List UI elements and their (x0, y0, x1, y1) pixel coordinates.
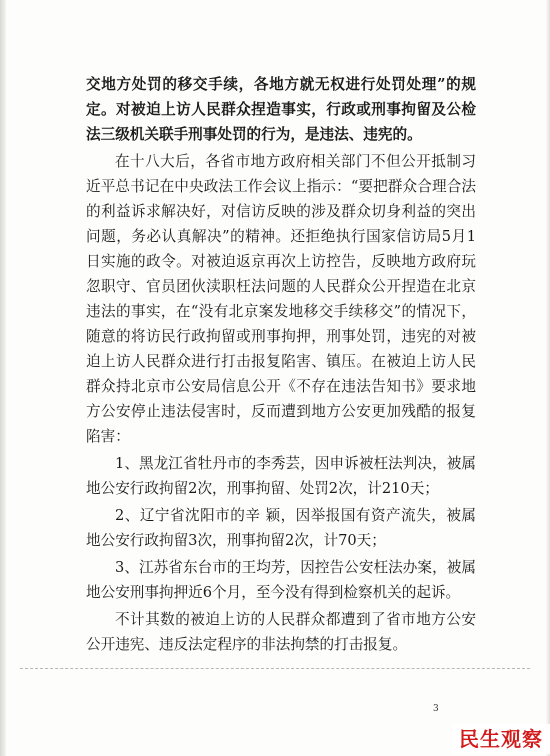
paragraph-6: 不计其数的被迫上访的人民群众都遭到了省市地方公安公开违宪、违反法定程序的非法拘禁的打击报复。 (86, 611, 476, 653)
watermark-logo (452, 724, 550, 754)
paragraph-1: 交地方处罚的移交手续，各地方就无权进行处罚处理”的规定。对被迫上访人民群众捏造事实，行政或刑事拘留及公检法三级机关联手刑事处罚的行为，是违法、违宪的。 (86, 76, 476, 143)
page-shadow-left (0, 0, 6, 756)
paragraph-4: 2、辽宁省沈阳市的辛 颖，因举报国有资产流失，被属地公安行政拘留3次，刑事拘留2次，计70天； (86, 507, 476, 549)
paragraph-3: 1、黑龙江省牡丹市的李秀芸，因申诉被枉法判决，被属地公安行政拘留2次，刑事拘留、处罚2次，计210天； (86, 455, 476, 497)
paragraph-5: 3、江苏省东台市的王均芳，因控告公安枉法办案，被属地公安刑事拘押近6个月，至今没有得到检察机关的起诉。 (86, 559, 476, 601)
page-divider (20, 668, 530, 669)
page-shadow-right (546, 0, 550, 756)
page-number: 3 (433, 704, 439, 714)
watermark-text: 民生观察 (459, 727, 543, 751)
paragraph-2: 在十八大后，各省市地方政府相关部门不但公开抵制习近平总书记在中央政法工作会议上指示：“要把群众合理合法的利益诉求解决好，对信访反映的涉及群众切身利益的突出问题，务必认真解决”的精神。还拒绝执行国家信访局5月1日实施的政令。对被迫返京再次上访控告，反映地方政府玩忽职守、官员团伙渎职枉法问题的人民群众公开捏造在北京违法的事实，在“没有北京案发地移交手续移交”的情况下，随意的将访民行政拘留或刑事拘押，刑事处罚，违宪的对被迫上访人民群众进行打击报复陷害、镇压。在被迫上访人民群众持北京市公安局信息公开《不存在违法告知书》要求地方公安停止违法侵害时，反而遭到地方公安更加残酷的报复陷害： (86, 153, 476, 445)
document-body (86, 72, 476, 659)
